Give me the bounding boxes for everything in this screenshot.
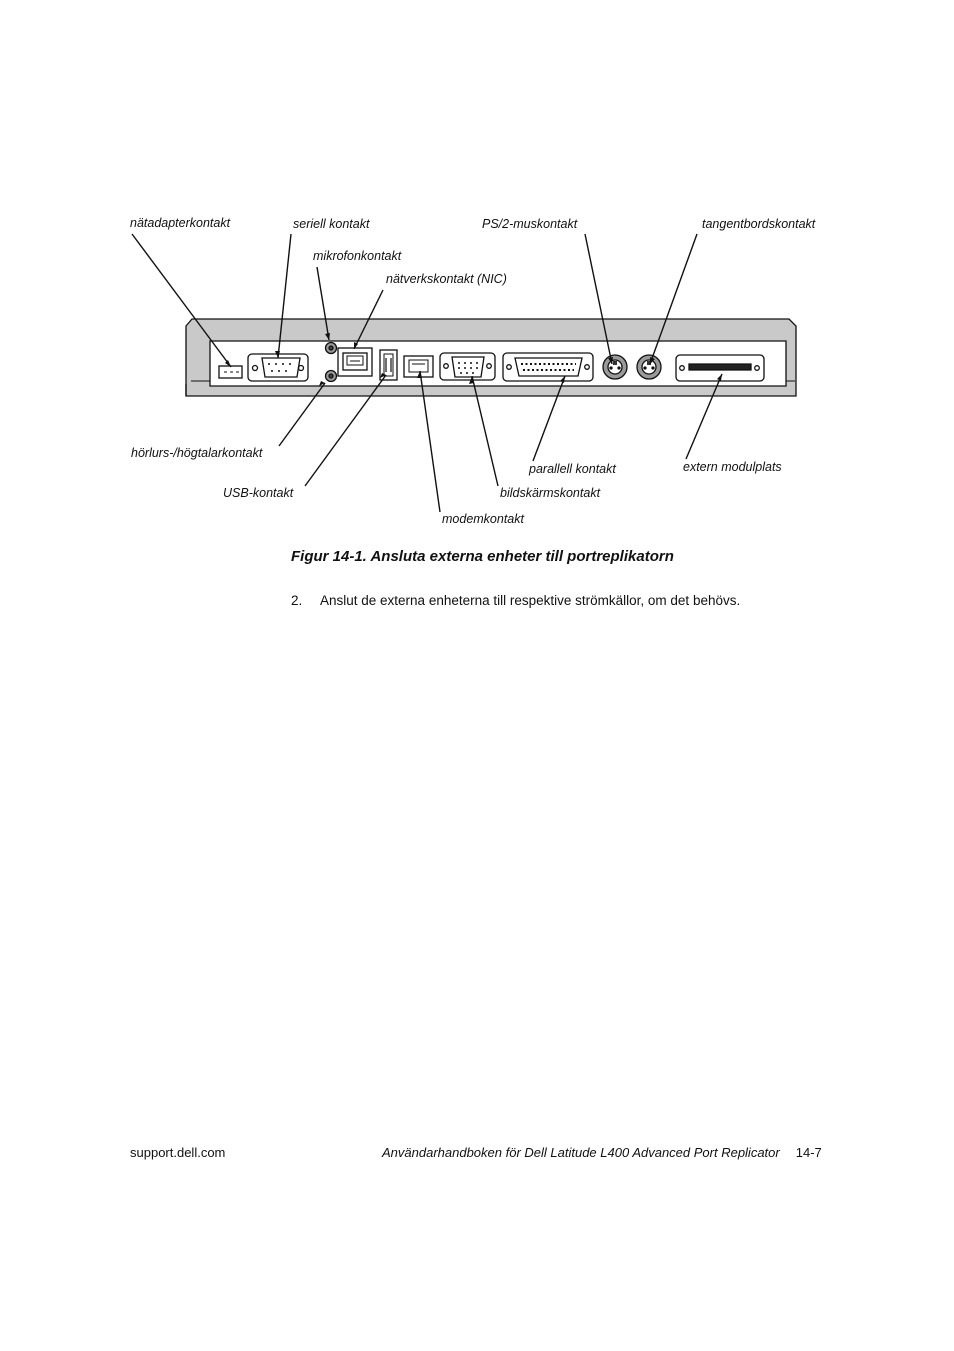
ps2-mouse-port (603, 355, 627, 379)
label-bildskarm: bildskärmskontakt (500, 486, 601, 500)
footer-site: support.dell.com (130, 1145, 226, 1160)
label-tangentbord: tangentbordskontakt (702, 217, 816, 231)
label-natadapter: nätadapterkontakt (130, 216, 231, 230)
label-mikrofon: mikrofonkontakt (313, 249, 402, 263)
label-modem: modemkontakt (442, 512, 524, 526)
label-natverk: nätverkskontakt (NIC) (386, 272, 507, 286)
parallel-port (503, 353, 593, 381)
step-item (291, 593, 740, 608)
power-adapter-port (219, 366, 242, 378)
label-extern-modul: extern modulplats (683, 460, 782, 474)
label-usb: USB-kontakt (223, 486, 294, 500)
step-text: Anslut de externa enheterna till respektive strömkällor, om det behövs. (320, 593, 741, 608)
modem-port (404, 356, 433, 377)
label-parallell: parallell kontakt (529, 462, 616, 476)
nic-port (338, 348, 372, 376)
label-horlurs: hörlurs-/högtalarkontakt (131, 446, 263, 460)
serial-port (248, 354, 308, 381)
step-number: 2. (291, 593, 303, 608)
label-seriell: seriell kontakt (293, 217, 370, 231)
footer-title (382, 1145, 822, 1160)
figure-caption: Figur 14-1. Ansluta externa enheter till portreplikatorn (291, 548, 674, 565)
vga-port (440, 353, 495, 380)
footer-page-number: 14-7 (795, 1145, 822, 1160)
ps2-keyboard-port (637, 355, 661, 379)
label-ps2mus: PS/2-muskontakt (482, 217, 578, 231)
footer-book-title: Användarhandboken för Dell Latitude L400 Advanced Port Replicator (382, 1145, 780, 1160)
